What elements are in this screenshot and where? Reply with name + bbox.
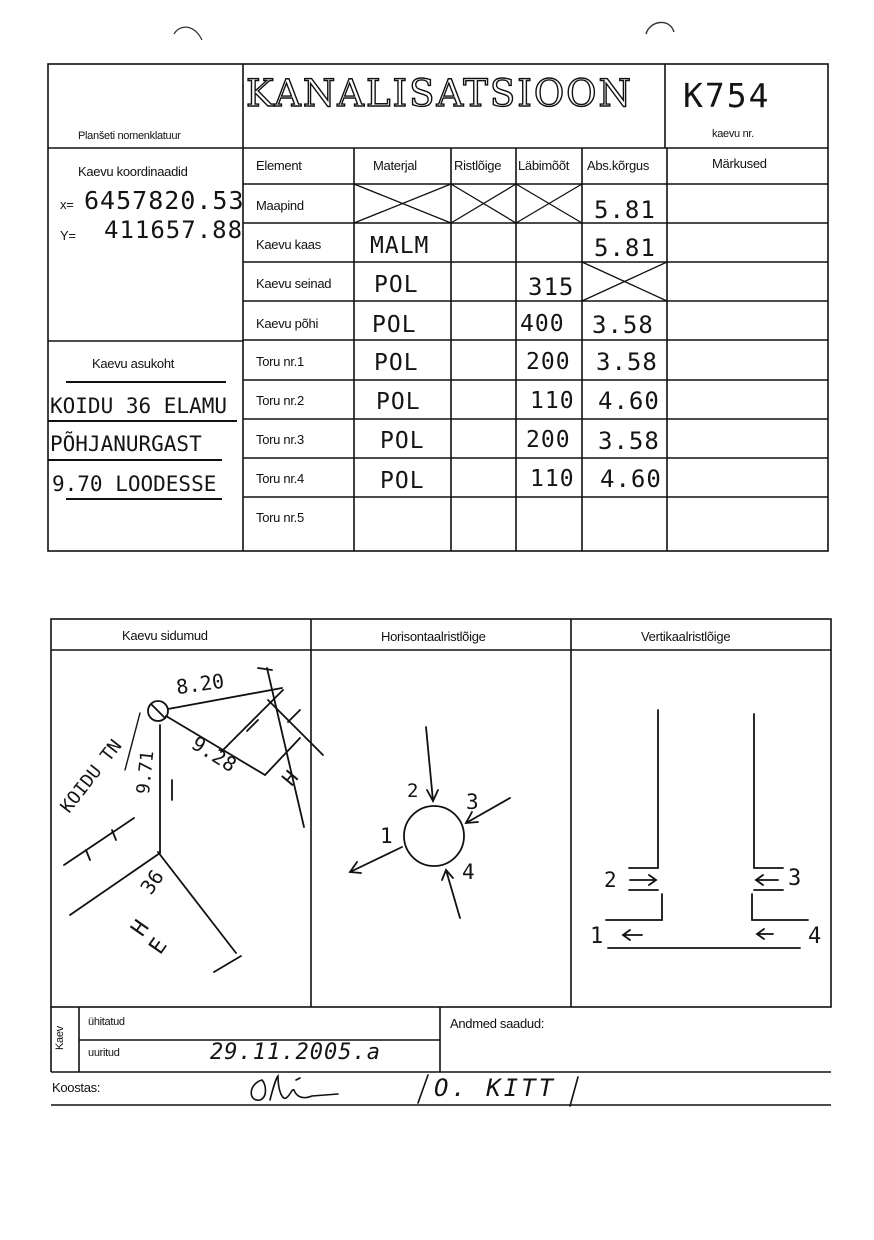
row-elevation: 5.81 (594, 234, 656, 262)
row-element: Toru nr.2 (256, 393, 304, 408)
house-label-b: E (144, 933, 173, 960)
distance-label-a: 8.20 (174, 668, 226, 700)
row-material: POL (380, 468, 425, 494)
v-pipe-label-3: 3 (788, 866, 803, 891)
surveyed-label: uuritud (88, 1047, 120, 1059)
row-diameter: 400 (520, 311, 565, 337)
h-pipe-label-4: 4 (462, 860, 476, 884)
row-elevation: 4.60 (598, 387, 660, 415)
row-material: POL (374, 350, 419, 376)
row-element: Toru nr.1 (256, 354, 304, 369)
col-header-elevation: Abs.kõrgus (587, 158, 650, 173)
y-coordinate: 411657.88 (104, 216, 244, 244)
col-header-cross-section: Ristlõige (454, 158, 502, 173)
row-diameter: 315 (528, 273, 575, 301)
vertical-sketch (606, 710, 808, 948)
row-material: POL (380, 428, 425, 454)
manhole-circle (404, 806, 464, 866)
x-coordinate: 6457820.53 (84, 186, 245, 215)
compiled-name: O. KITT (434, 1074, 557, 1102)
vertical-panel-label: Vertikaalristlõige (641, 629, 731, 644)
form-title: KANALISATSIOON (246, 72, 633, 115)
h-pipe-label-1: 1 (380, 824, 394, 848)
col-header-diameter: Läbimõõt (518, 158, 570, 173)
house-number-label: 36 (135, 865, 169, 899)
row-elevation: 5.81 (594, 196, 656, 224)
binding-sketch (64, 668, 323, 972)
digitized-label: ühitatud (88, 1016, 125, 1028)
coordinates-label: Kaevu koordinaadid (78, 164, 188, 179)
y-prefix: Y= (60, 228, 76, 243)
h-pipe-label-3: 3 (466, 790, 480, 814)
row-element: Kaevu seinad (256, 276, 332, 291)
row-element: Toru nr.5 (256, 510, 304, 525)
location-line-3: 9.70 LOODESSE (52, 472, 217, 496)
location-label: Kaevu asukoht (92, 356, 175, 371)
row-diameter: 200 (526, 349, 571, 375)
corner-label: H (276, 765, 304, 791)
binder-hole-left (174, 27, 202, 40)
row-element: Kaevu kaas (256, 237, 321, 252)
binder-hole-right (646, 22, 674, 34)
location-line-1: KOIDU 36 ELAMU (50, 394, 228, 418)
well-number-label: kaevu nr. (712, 128, 754, 140)
row-diameter: 110 (530, 466, 575, 492)
horizontal-panel-label: Horisontaalristlõige (381, 629, 486, 644)
col-header-material: Materjal (373, 158, 417, 173)
row-material: POL (374, 272, 419, 298)
row-elevation: 3.58 (596, 348, 658, 376)
row-element: Maapind (256, 198, 304, 213)
row-element: Toru nr.4 (256, 471, 304, 486)
row-element: Toru nr.3 (256, 432, 304, 447)
binding-panel-label: Kaevu sidumud (122, 628, 208, 643)
section-label: Kaev (54, 1026, 66, 1050)
row-element: Kaevu põhi (256, 316, 319, 331)
distance-label-b: 9.28 (187, 731, 241, 777)
compiled-label: Koostas: (52, 1080, 101, 1095)
data-received-label: Andmed saadud: (450, 1016, 545, 1031)
row-diameter: 110 (530, 388, 575, 414)
row-material: POL (372, 312, 417, 338)
row-elevation: 4.60 (600, 465, 662, 493)
nomenclature-label: Planšeti nomenklatuur (78, 130, 181, 142)
v-pipe-label-4: 4 (808, 924, 823, 949)
row-elevation: 3.58 (598, 427, 660, 455)
row-diameter: 200 (526, 427, 571, 453)
well-number: K754 (683, 76, 771, 115)
v-pipe-label-1: 1 (590, 924, 605, 949)
v-pipe-label-2: 2 (604, 868, 618, 892)
house-label-a: H (126, 915, 155, 942)
street-label: KOIDU TN (56, 735, 127, 818)
distance-label-c: 9.71 (132, 749, 159, 796)
col-header-element: Element (256, 158, 302, 173)
col-header-notes: Märkused (712, 156, 767, 171)
row-elevation: 3.58 (592, 311, 654, 339)
row-material: MALM (370, 233, 430, 259)
surveyed-date: 29.11.2005.a (210, 1040, 381, 1065)
horizontal-sketch (350, 727, 510, 918)
h-pipe-label-2: 2 (407, 780, 420, 802)
row-material: POL (376, 389, 421, 415)
x-prefix: x= (60, 197, 74, 212)
location-line-2: PÕHJANURGAST (50, 432, 202, 456)
